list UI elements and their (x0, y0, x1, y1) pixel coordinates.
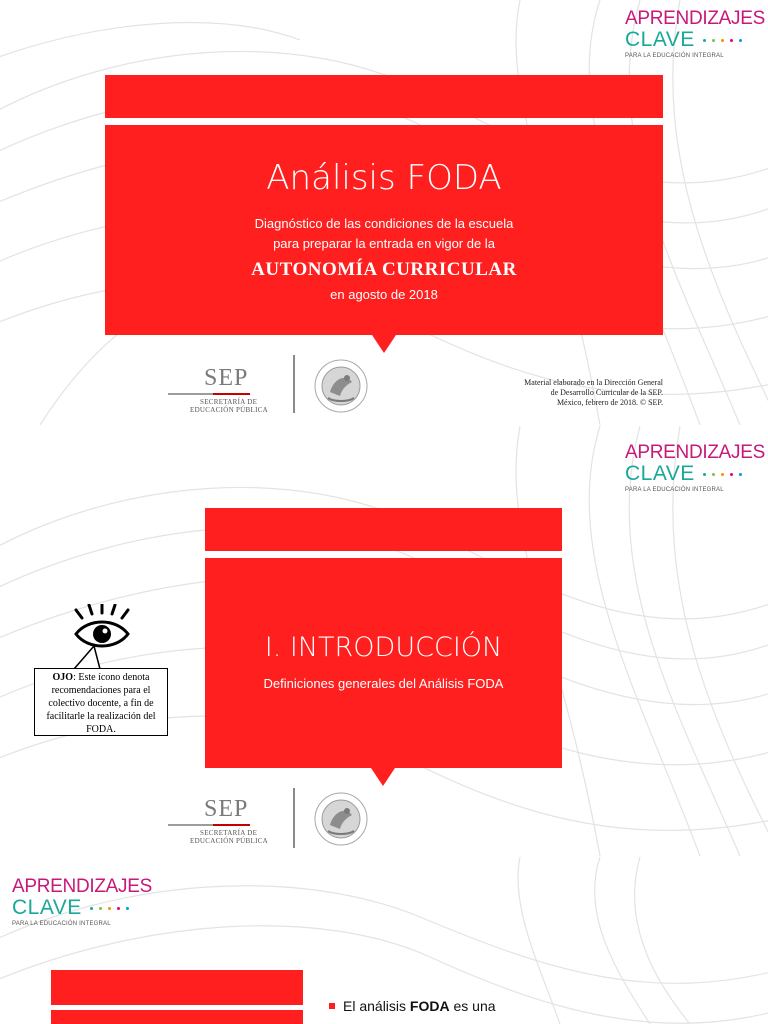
callout-pointer (372, 335, 396, 353)
aprendizajes-clave-logo: APRENDIZAJES CLAVE PARA LA EDUCACIÓN INTEGRAL (625, 442, 765, 493)
slide-introduccion (0, 426, 768, 856)
section-subtitle: Definiciones generales del Análisis FODA (263, 676, 504, 691)
title-box (105, 125, 663, 335)
aprendizajes-clave-logo: APRENDIZAJES CLAVE PARA LA EDUCACIÓN INTEGRAL (625, 8, 765, 59)
slide-title-text: Análisis FODA (266, 158, 502, 198)
national-seal-icon (312, 358, 370, 414)
bullet-marker (329, 1003, 335, 1009)
note-pointer (70, 644, 110, 670)
aprendizajes-clave-logo: APRENDIZAJES CLAVE PARA LA EDUCACIÓN INTEGRAL (12, 876, 152, 927)
slide-title (0, 0, 768, 425)
logo-divider (293, 355, 295, 413)
callout-pointer (371, 768, 395, 786)
credit-text: Material elaborado en la Dirección General de Desarrollo Curricular de la SEP. México, febrero de 2018. © SEP. (524, 378, 663, 407)
date-text: en agosto de 2018 (330, 287, 438, 302)
section-title-text: I. INTRODUCCIÓN (264, 632, 503, 663)
autonomia-heading: AUTONOMÍA CURRICULAR (251, 259, 517, 280)
sep-logo: SEP SECRETARÍA DE EDUCACIÓN PÚBLICA (168, 365, 268, 414)
header-band (105, 75, 663, 118)
logo-divider (293, 788, 295, 848)
content-band (51, 1010, 303, 1024)
sep-logo: SEP SECRETARÍA DE EDUCACIÓN PÚBLICA (168, 796, 268, 845)
national-seal-icon (312, 791, 370, 847)
header-band (51, 970, 303, 1005)
title-box (205, 558, 562, 768)
subtitle-line-1: Diagnóstico de las condiciones de la escuela (254, 216, 514, 231)
header-band (205, 508, 562, 551)
slide-definicion (0, 857, 768, 1024)
bullet-foda-definition: El análisis FODA es una (329, 998, 496, 1014)
ojo-note: OJO: Este ícono denota recomendaciones para el colectivo docente, a fin de facilitarle la realización del FODA. (34, 668, 168, 736)
subtitle-line-2: para preparar la entrada en vigor de la (273, 236, 495, 251)
